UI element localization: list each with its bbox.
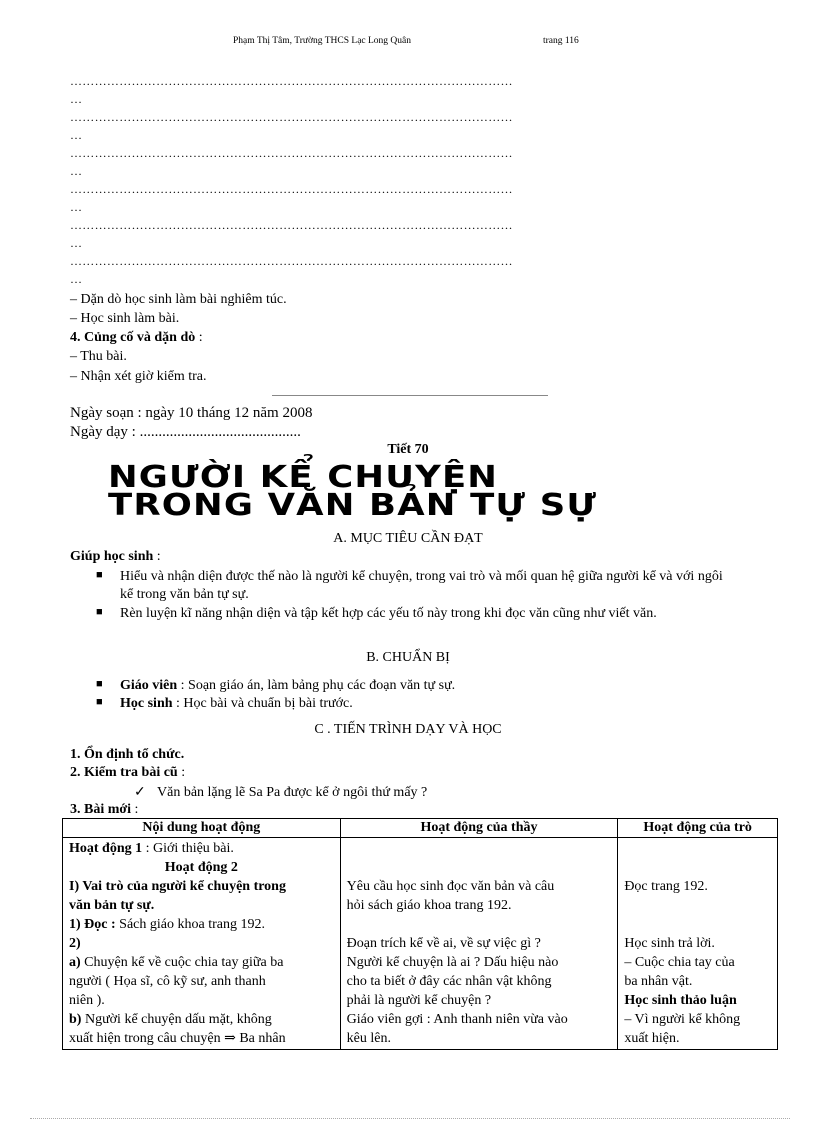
content-line: niên ). <box>69 993 105 1008</box>
separator-line <box>272 395 548 396</box>
lesson-title-line-2: TRONG VĂN BẢN TỰ SỰ <box>108 488 598 523</box>
dotted-line: ……………………………………………………………………………………………… <box>70 182 513 196</box>
step-1: 1. Ổn định tổ chức. <box>70 747 185 762</box>
dotted-line: ……………………………………………………………………………………………… <box>70 218 513 232</box>
dotted-line: … <box>70 92 83 106</box>
item-a-label: a) <box>69 955 81 970</box>
item-b-text: Người kể chuyện dấu mặt, không <box>81 1012 272 1027</box>
student-text: : Học bài và chuẩn bị bài trước. <box>172 696 353 711</box>
student-line: Đọc trang 192. <box>624 879 708 894</box>
instruction-line: – Dặn dò học sinh làm bài nghiêm túc. <box>70 292 287 307</box>
read-text: Sách giáo khoa trang 192. <box>115 917 265 932</box>
answer-dotted-lines <box>70 72 746 288</box>
header-page-number: trang 116 <box>543 36 579 46</box>
bullet-icon: ■ <box>96 569 103 581</box>
activity-table <box>62 818 778 1050</box>
item-b-label: b) <box>69 1012 82 1027</box>
teacher-line: Đoạn trích kể về ai, về sự việc gì ? <box>346 936 541 951</box>
header-author: Phạm Thị Tâm, Trường THCS Lạc Long Quân <box>233 36 412 46</box>
dotted-line: ……………………………………………………………………………………………… <box>70 74 513 88</box>
activity-2-label: Hoạt động 2 <box>164 860 238 875</box>
teacher-line: hỏi sách giáo khoa trang 192. <box>346 898 512 913</box>
objective-item: Rèn luyện kĩ năng nhận diện và tập kết hợp các yếu tố này trong khi đọc văn cũng như viết văn. <box>120 606 657 621</box>
step-2-colon: : <box>177 765 186 780</box>
section-a-intro <box>70 549 161 565</box>
teach-date: Ngày dạy : ........................................... <box>70 424 301 440</box>
student-line: – Cuộc chia tay của <box>624 955 735 970</box>
teacher-line: kêu lên. <box>346 1031 391 1046</box>
step-2 <box>70 765 185 781</box>
teacher-line: phải là người kể chuyện ? <box>346 993 492 1008</box>
column-header: Nội dung hoạt động <box>63 819 341 838</box>
student-line: xuất hiện. <box>624 1031 680 1046</box>
table-header-row <box>63 819 778 838</box>
activity-1-label: Hoạt động 1 <box>69 841 143 856</box>
content-cell <box>63 838 341 1050</box>
dotted-line: … <box>70 164 83 178</box>
student-line: ba nhân vật. <box>624 974 693 989</box>
bullet-icon: ■ <box>96 696 103 708</box>
teacher-line: Người kể chuyện là ai ? Dấu hiệu nào <box>346 955 559 970</box>
teacher-cell <box>340 838 618 1050</box>
step-3-colon: : <box>131 802 139 817</box>
prep-teacher <box>120 677 736 695</box>
activity-1-text: : Giới thiệu bài. <box>142 841 234 856</box>
bullet-icon: ■ <box>96 678 103 690</box>
content-line: xuất hiện trong câu chuyện ⇒ Ba nhân <box>69 1031 286 1046</box>
prep-student <box>120 695 736 713</box>
student-line: Học sinh thảo luận <box>624 993 737 1008</box>
prep-date: Ngày soạn : ngày 10 tháng 12 năm 2008 <box>70 405 313 421</box>
content-line: người ( Họa sĩ, cô kỹ sư, anh thanh <box>69 974 266 989</box>
teacher-label: Giáo viên <box>120 678 178 693</box>
dotted-line: … <box>70 272 83 286</box>
content-line: văn bản tự sự. <box>69 898 155 913</box>
student-line: Học sinh trả lời. <box>624 936 715 951</box>
teacher-text: : Soạn giáo án, làm bảng phụ các đoạn văn tự sự. <box>177 678 456 693</box>
review-question: Văn bản lặng lẽ Sa Pa được kể ở ngôi thứ mấy ? <box>157 785 428 800</box>
teacher-line: Giáo viên gợi : Anh thanh niên vừa vào <box>346 1012 568 1027</box>
student-line: – Vì người kể không <box>624 1012 741 1027</box>
teacher-line: Yêu cầu học sinh đọc văn bản và câu <box>346 879 555 894</box>
instruction-line: – Học sinh làm bài. <box>70 311 180 326</box>
dotted-line: … <box>70 236 83 250</box>
lesson-title-line-1: NGƯỜI KỂ CHUYỆN <box>108 460 499 495</box>
objective-item: Hiểu và nhận diện được thế nào là người kể chuyện, trong vai trò và mối quan hệ giữa người kể và với ngôi kể trong văn bản tự sự. <box>120 569 723 602</box>
column-header: Hoạt động của thầy <box>340 819 618 838</box>
section-a-heading: A. MỤC TIÊU CẦN ĐẠT <box>333 531 483 546</box>
table-row <box>63 838 778 1050</box>
read-label: 1) Đọc : <box>69 917 116 932</box>
checkmark-icon: ✓ <box>134 785 146 800</box>
instruction-line: – Thu bài. <box>70 349 127 364</box>
heading-4-colon: : <box>195 330 203 345</box>
section-b-heading: B. CHUẨN BỊ <box>366 650 450 665</box>
student-cell <box>618 838 778 1050</box>
page-bottom-border <box>30 1118 790 1119</box>
intro-label: Giúp học sinh <box>70 549 154 564</box>
step-2-label: 2. Kiểm tra bài cũ <box>70 765 178 780</box>
period-label: Tiết 70 <box>387 442 429 457</box>
dotted-line: … <box>70 128 83 142</box>
dotted-line: ……………………………………………………………………………………………… <box>70 110 513 124</box>
item-a-text: Chuyện kể về cuộc chia tay giữa ba <box>80 955 284 970</box>
intro-colon: : <box>153 549 161 564</box>
instruction-line: – Nhận xét giờ kiểm tra. <box>70 369 207 384</box>
content-line: I) Vai trò của người kể chuyện trong <box>69 879 286 894</box>
teacher-line: cho ta biết ở đây các nhân vật không <box>346 974 552 989</box>
section-c-heading: C . TIẾN TRÌNH DẠY VÀ HỌC <box>314 722 502 737</box>
dotted-line: … <box>70 200 83 214</box>
bullet-icon: ■ <box>96 606 103 618</box>
dotted-line: ……………………………………………………………………………………………… <box>70 146 513 160</box>
heading-4-label: 4. Củng cố và dặn dò <box>70 330 196 345</box>
step-3-label: 3. Bài mới <box>70 802 132 817</box>
dotted-line: ……………………………………………………………………………………………… <box>70 254 513 268</box>
section-heading-4 <box>70 330 203 346</box>
content-line: 2) <box>69 936 81 951</box>
step-3 <box>70 802 138 818</box>
student-label: Học sinh <box>120 696 173 711</box>
column-header: Hoạt động của trò <box>618 819 778 838</box>
